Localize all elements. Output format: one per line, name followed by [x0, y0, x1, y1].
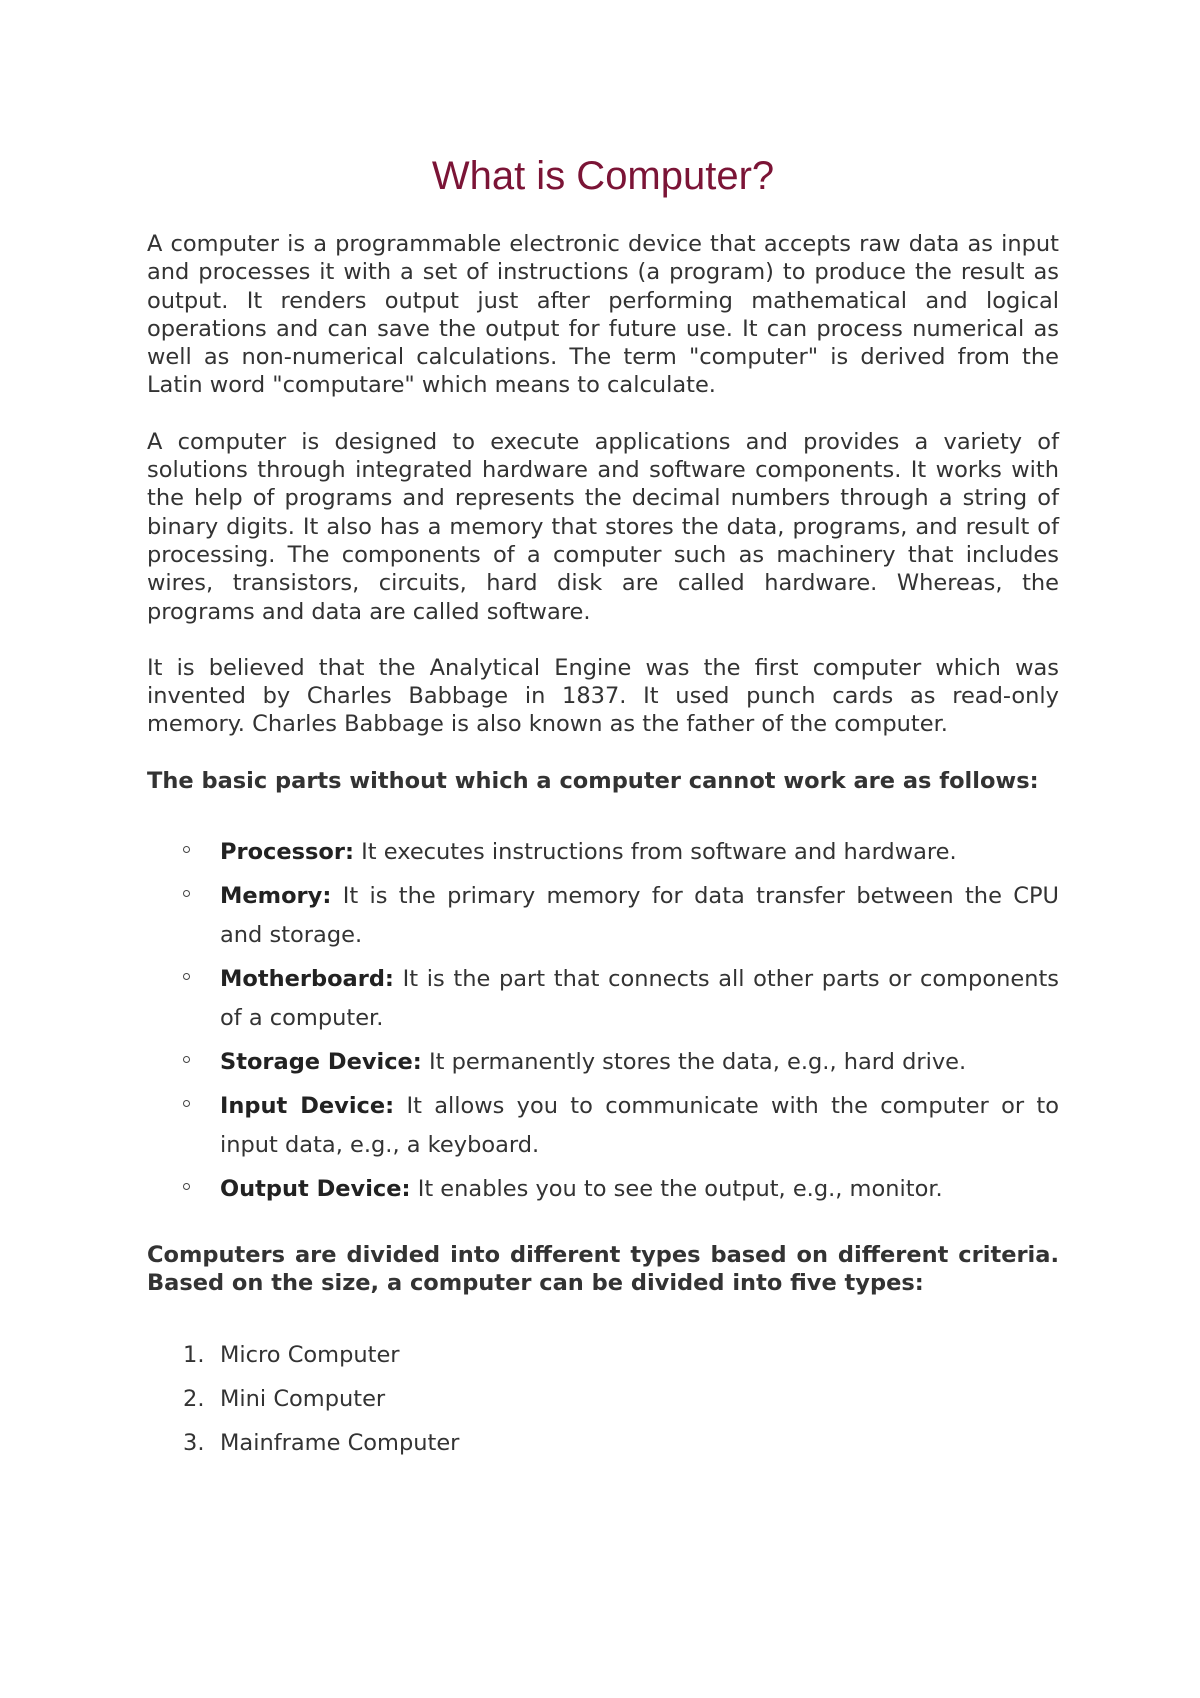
parts-list [147, 833, 1059, 1209]
page-title: What is Computer? [431, 154, 775, 198]
part-description: It enables you to see the output, e.g., monitor. [417, 1176, 943, 1203]
type-label: Mini Computer [220, 1385, 386, 1412]
part-term: Memory: [220, 883, 332, 910]
type-label: Micro Computer [220, 1341, 400, 1368]
part-description: It allows you to communicate with the computer or to input data, e.g., a keyboard. [220, 1093, 1059, 1159]
document-page [147, 148, 1059, 1468]
types-list [147, 1336, 1059, 1463]
type-label: Mainframe Computer [220, 1429, 460, 1456]
types-intro-heading: Computers are divided into different types based on different criteria. Based on the size, a computer can be divided into five types: [147, 1242, 1059, 1297]
circle-bullet-icon [183, 1100, 190, 1107]
part-term: Motherboard: [220, 966, 394, 993]
list-item [147, 877, 1059, 955]
part-term: Input Device: [220, 1093, 395, 1120]
list-item [147, 1424, 1059, 1463]
part-term: Processor: [220, 839, 354, 866]
intro-paragraph: A computer is a programmable electronic device that accepts raw data as input and processes it with a set of instructions (a program) to produce the result as output. It renders output just after performing mathematical and logical operations and can save the output for future use. It can process numerical as well as non-numerical calculations. The term "computer" is derived from the Latin word "computare" which means to calculate. [147, 231, 1059, 399]
circle-bullet-icon [183, 890, 190, 897]
parts-intro-heading: The basic parts without which a computer cannot work are as follows: [147, 767, 1039, 794]
list-item [147, 1380, 1059, 1419]
part-term: Output Device: [220, 1176, 411, 1203]
history-paragraph: It is believed that the Analytical Engine was the first computer which was invented by Charles Babbage in 1837. It used punch cards as read-only memory. Charles Babbage is also known as the father of the computer. [147, 654, 1059, 738]
design-paragraph: A computer is designed to execute applications and provides a variety of solutions through integrated hardware and software components. It works with the help of programs and represents the decimal numbers through a string of binary digits. It also has a memory that stores the data, programs, and result of processing. The components of a computer such as machinery that includes wires, transistors, circuits, hard disk are called hardware. Whereas, the programs and data are called software. [147, 428, 1059, 625]
circle-bullet-icon [183, 1183, 190, 1190]
list-item [147, 833, 1059, 872]
part-description: It is the primary memory for data transfer between the CPU and storage. [220, 883, 1060, 949]
list-item [147, 960, 1059, 1038]
circle-bullet-icon [183, 973, 190, 980]
list-item [147, 1043, 1059, 1082]
list-number: 1. [183, 1341, 205, 1368]
part-description: It permanently stores the data, e.g., hard drive. [428, 1049, 967, 1076]
list-item [147, 1170, 1059, 1209]
list-item [147, 1087, 1059, 1165]
part-description: It is the part that connects all other parts or components of a computer. [220, 966, 1060, 1032]
list-number: 2. [183, 1385, 205, 1412]
part-description: It executes instructions from software and hardware. [361, 839, 957, 866]
list-number: 3. [183, 1429, 205, 1456]
circle-bullet-icon [183, 846, 190, 853]
part-term: Storage Device: [220, 1049, 422, 1076]
list-item [147, 1336, 1059, 1375]
circle-bullet-icon [183, 1056, 190, 1063]
